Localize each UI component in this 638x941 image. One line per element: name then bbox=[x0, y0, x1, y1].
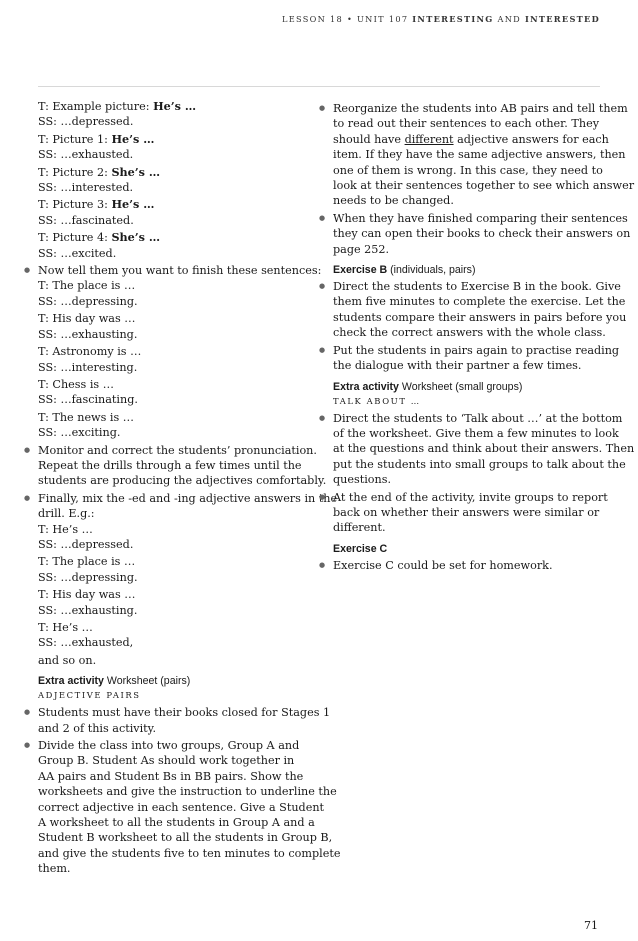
extra-activity-subheading: ADJECTIVE PAIRS bbox=[38, 690, 141, 701]
bullet-finish-sentences: ● Now tell them you want to finish these sentences: bbox=[38, 263, 314, 278]
drill-pair: T: Picture 1: He’s … SS: …exhausted. bbox=[38, 131, 155, 162]
bullet-mix: ● Finally, mix the -ed and -ing adjective answers in the drill. E.g.: bbox=[38, 491, 314, 522]
header-and: AND bbox=[497, 14, 522, 24]
header-divider bbox=[38, 86, 600, 87]
header-title-a: INTERESTING bbox=[412, 14, 494, 24]
extra-activity-subheading-2: TALK ABOUT … bbox=[333, 395, 421, 406]
header-prefix: LESSON 18 • UNIT 107 bbox=[281, 14, 409, 24]
drill-pair: T: His day was … SS: …exhausting. bbox=[38, 312, 138, 341]
and-so-on: and so on. bbox=[38, 653, 97, 667]
drill-pair: T: Picture 3: He’s … SS: …fascinated. bbox=[38, 197, 155, 227]
drill-pair: T: He’s … SS: …exhausted, bbox=[38, 621, 134, 650]
exercise-c-heading: Exercise C bbox=[333, 542, 388, 555]
page-number: 71 bbox=[584, 919, 598, 932]
extra-activity-heading: Extra activity Worksheet (pairs) bbox=[38, 675, 191, 688]
drill-pair: T: He’s … SS: …depressed. bbox=[38, 522, 134, 551]
drill-pair: T: The place is … SS: …depressing. bbox=[38, 555, 138, 584]
bullet-talk-about: ● Direct the students to ‘Talk about …’ at the bottom of the worksheet. Give them a few minutes to look at the questions and think about their answers. Then put the students into small groups to talk about the questions. bbox=[333, 411, 603, 488]
header-title-b: INTERESTED bbox=[524, 14, 600, 24]
left-column bbox=[38, 99, 341, 877]
running-header bbox=[282, 14, 600, 24]
mix-drills bbox=[38, 522, 314, 651]
extra-activity-heading-2: Extra activity Worksheet (small groups) bbox=[333, 380, 523, 393]
sentence-drills bbox=[38, 278, 314, 440]
bullet-books-closed: ● Students must have their books closed for Stages 1 and 2 of this activity. bbox=[38, 705, 314, 736]
exercise-b-heading: Exercise B (individuals, pairs) bbox=[333, 264, 476, 277]
drill-pair: T: Chess is … SS: …fascinating. bbox=[38, 377, 138, 407]
drill-pair: T: The news is … SS: …exciting. bbox=[38, 410, 134, 440]
drill-pair: T: The place is … SS: …depressing. bbox=[38, 279, 138, 308]
bullet-finished-comparing: ● When they have finished comparing their sentences they can open their books to check their answers on page 252. bbox=[333, 211, 603, 257]
right-column bbox=[333, 99, 635, 573]
bullet-end-activity: ● At the end of the activity, invite groups to report back on whether their answers were similar or different. bbox=[333, 490, 603, 536]
drill-pair: T: His day was … SS: …exhausting. bbox=[38, 588, 138, 617]
picture-drills bbox=[38, 99, 314, 261]
bullet-reorganize: ● Reorganize the students into AB pairs and tell them to read out their sentences to each other. They should have different adjective answers for each item. If they have the same adjective answers, then one of them is wrong. In this case, they need to look at their sentences together to see which answer needs to be changed. bbox=[333, 101, 603, 209]
bullet-divide-class: ● Divide the class into two groups, Group A and Group B. Student As should work together in AA pairs and Student Bs in BB pairs. Show the worksheets and give the instruction to underline the correct adjective in each sentence. Give a Student A worksheet to all the students in Group A and a Student B worksheet to all the students in Group B, and give the students five to ten minutes to complete them. bbox=[38, 738, 314, 877]
bullet-monitor: ● Monitor and correct the students’ pronunciation. Repeat the drills through a few times until the students are producing the adjectives comfortably. bbox=[38, 443, 314, 489]
bullet-pairs-dialogue: ● Put the students in pairs again to practise reading the dialogue with their partner a few times. bbox=[333, 343, 603, 374]
drill-pair: T: Picture 2: She’s … SS: …interested. bbox=[38, 164, 161, 195]
bullet-exercise-c: ● Exercise C could be set for homework. bbox=[333, 558, 603, 573]
bullet-direct-exercise-b: ● Direct the students to Exercise B in the book. Give them five minutes to complete the exercise. Let the students compare their answers in pairs before you check the correct answers with the whole class. bbox=[333, 279, 603, 341]
drill-pair: T: Example picture: He’s … SS: …depressed. bbox=[38, 99, 197, 129]
drill-pair: T: Astronomy is … SS: …interesting. bbox=[38, 345, 142, 374]
drill-pair: T: Picture 4: She’s … SS: …excited. bbox=[38, 230, 161, 260]
